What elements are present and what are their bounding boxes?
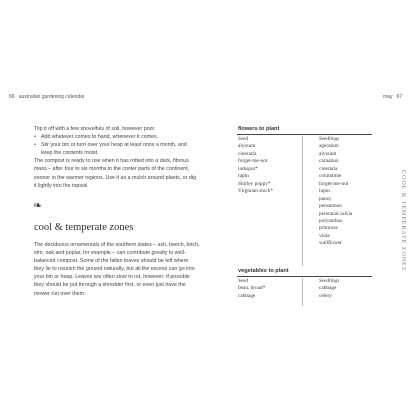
page-number-right: 67 (396, 94, 403, 100)
list-item: ageratum (319, 143, 339, 150)
running-header-left (9, 94, 85, 100)
paragraph-line: sooner in the warmer regions. Use it as a mulch around plants, or dig (34, 174, 196, 181)
list-item: penstemon (319, 203, 342, 210)
flowers-column-divider (302, 136, 303, 266)
running-header-right (383, 94, 402, 100)
bullet-item (34, 141, 220, 149)
column-subheading: Seed (238, 136, 248, 142)
column-subheading: Seedlings (319, 278, 340, 284)
list-item: celery (319, 292, 332, 299)
running-title-right: may (383, 94, 393, 100)
list-item: bean, broad* (238, 285, 266, 292)
paragraph-line: your bin or heap. Leaves are often slow to rot, however; if possible (34, 274, 190, 281)
left-page-body (34, 125, 220, 190)
list-item: cabbage (319, 285, 337, 292)
paragraph-line: elm, oak and poplar, for example – can contribute greatly to well- (34, 250, 186, 257)
vegetables-rule (237, 276, 372, 277)
list-item: perennial salvia (319, 210, 353, 217)
list-item: lupin (319, 188, 330, 195)
bullet-continuation (34, 149, 220, 157)
paragraph-top: Top it off with a few shovelfuls of soil, however poor. (34, 126, 156, 132)
list-item: forget-me-not (238, 158, 268, 165)
bullet-item (34, 133, 220, 141)
list-item: alyssum (238, 143, 256, 150)
paragraph-line: they lie to nourish the ground naturally, but all the excess can go into (34, 266, 195, 273)
paragraph-line: it lightly into the topsoil. (34, 182, 89, 189)
list-item: Shirley poppy* (238, 180, 271, 187)
flowers-seedlings-column (319, 136, 352, 248)
list-item: carnation (319, 158, 339, 165)
bullet-text: Add whatever comes to hand, whenever it comes. (41, 134, 159, 141)
list-item: wallflower (319, 240, 342, 247)
flowers-seed-column (238, 136, 273, 196)
vegetables-heading: vegetables to plant (238, 268, 289, 274)
paragraph-line: The deciduous ornamentals of the southern states – ash, beech, birch, (34, 242, 200, 248)
column-subheading: Seed (238, 278, 248, 284)
list-item: pansy (319, 195, 332, 202)
vegetables-column-divider (302, 278, 303, 306)
list-item: forget-me-not (319, 180, 349, 187)
bullet-text: keep the contents moist. (41, 150, 99, 157)
bullet-dot: • (34, 134, 36, 141)
vegetables-seed-column (238, 278, 265, 300)
paragraph-line: they should be put through a shredder first, or even just have the (34, 282, 186, 289)
list-item: Virginian stock* (238, 188, 274, 195)
list-item: cineraria (319, 165, 338, 172)
paragraph-line: balanced compost. Some of the fallen leaves should be left where (34, 258, 189, 265)
vegetables-seedlings-column (319, 278, 339, 300)
section-heading: cool & temperate zones (34, 222, 134, 233)
list-item: polyanthus (319, 217, 343, 224)
running-title-left: australian gardening calendar (18, 94, 85, 100)
bullet-text: Stir your bin or turn over your heap at least once a month, and (41, 142, 187, 149)
list-item: cabbage (238, 292, 256, 299)
side-tab-zone-label: COOL & TEMPERATE ZONES (400, 170, 406, 272)
list-item: primrose (319, 225, 338, 232)
page-number-left: 66 (9, 94, 15, 100)
paragraph-line: The compost is ready to use when it has rotted into a dark, fibrous (34, 158, 189, 165)
column-subheading: Seedlings (319, 136, 340, 142)
bullet-dot: • (34, 142, 36, 149)
list-item: larkspur* (238, 165, 259, 172)
flowers-rule (237, 134, 372, 135)
list-item: columbine (319, 173, 342, 180)
section-paragraph (34, 241, 220, 298)
list-item: viola (319, 232, 330, 239)
list-item: cineraria (238, 150, 257, 157)
flowers-heading: flowers to plant (238, 126, 280, 132)
list-item: lupin (238, 173, 249, 180)
paragraph-line: mass – after four to six months in the cooler parts of the continent, (34, 166, 190, 173)
list-item: alyssum (319, 150, 337, 157)
paragraph-line: mower run over them. (34, 290, 86, 297)
fleuron-ornament: ❧ (33, 199, 43, 212)
